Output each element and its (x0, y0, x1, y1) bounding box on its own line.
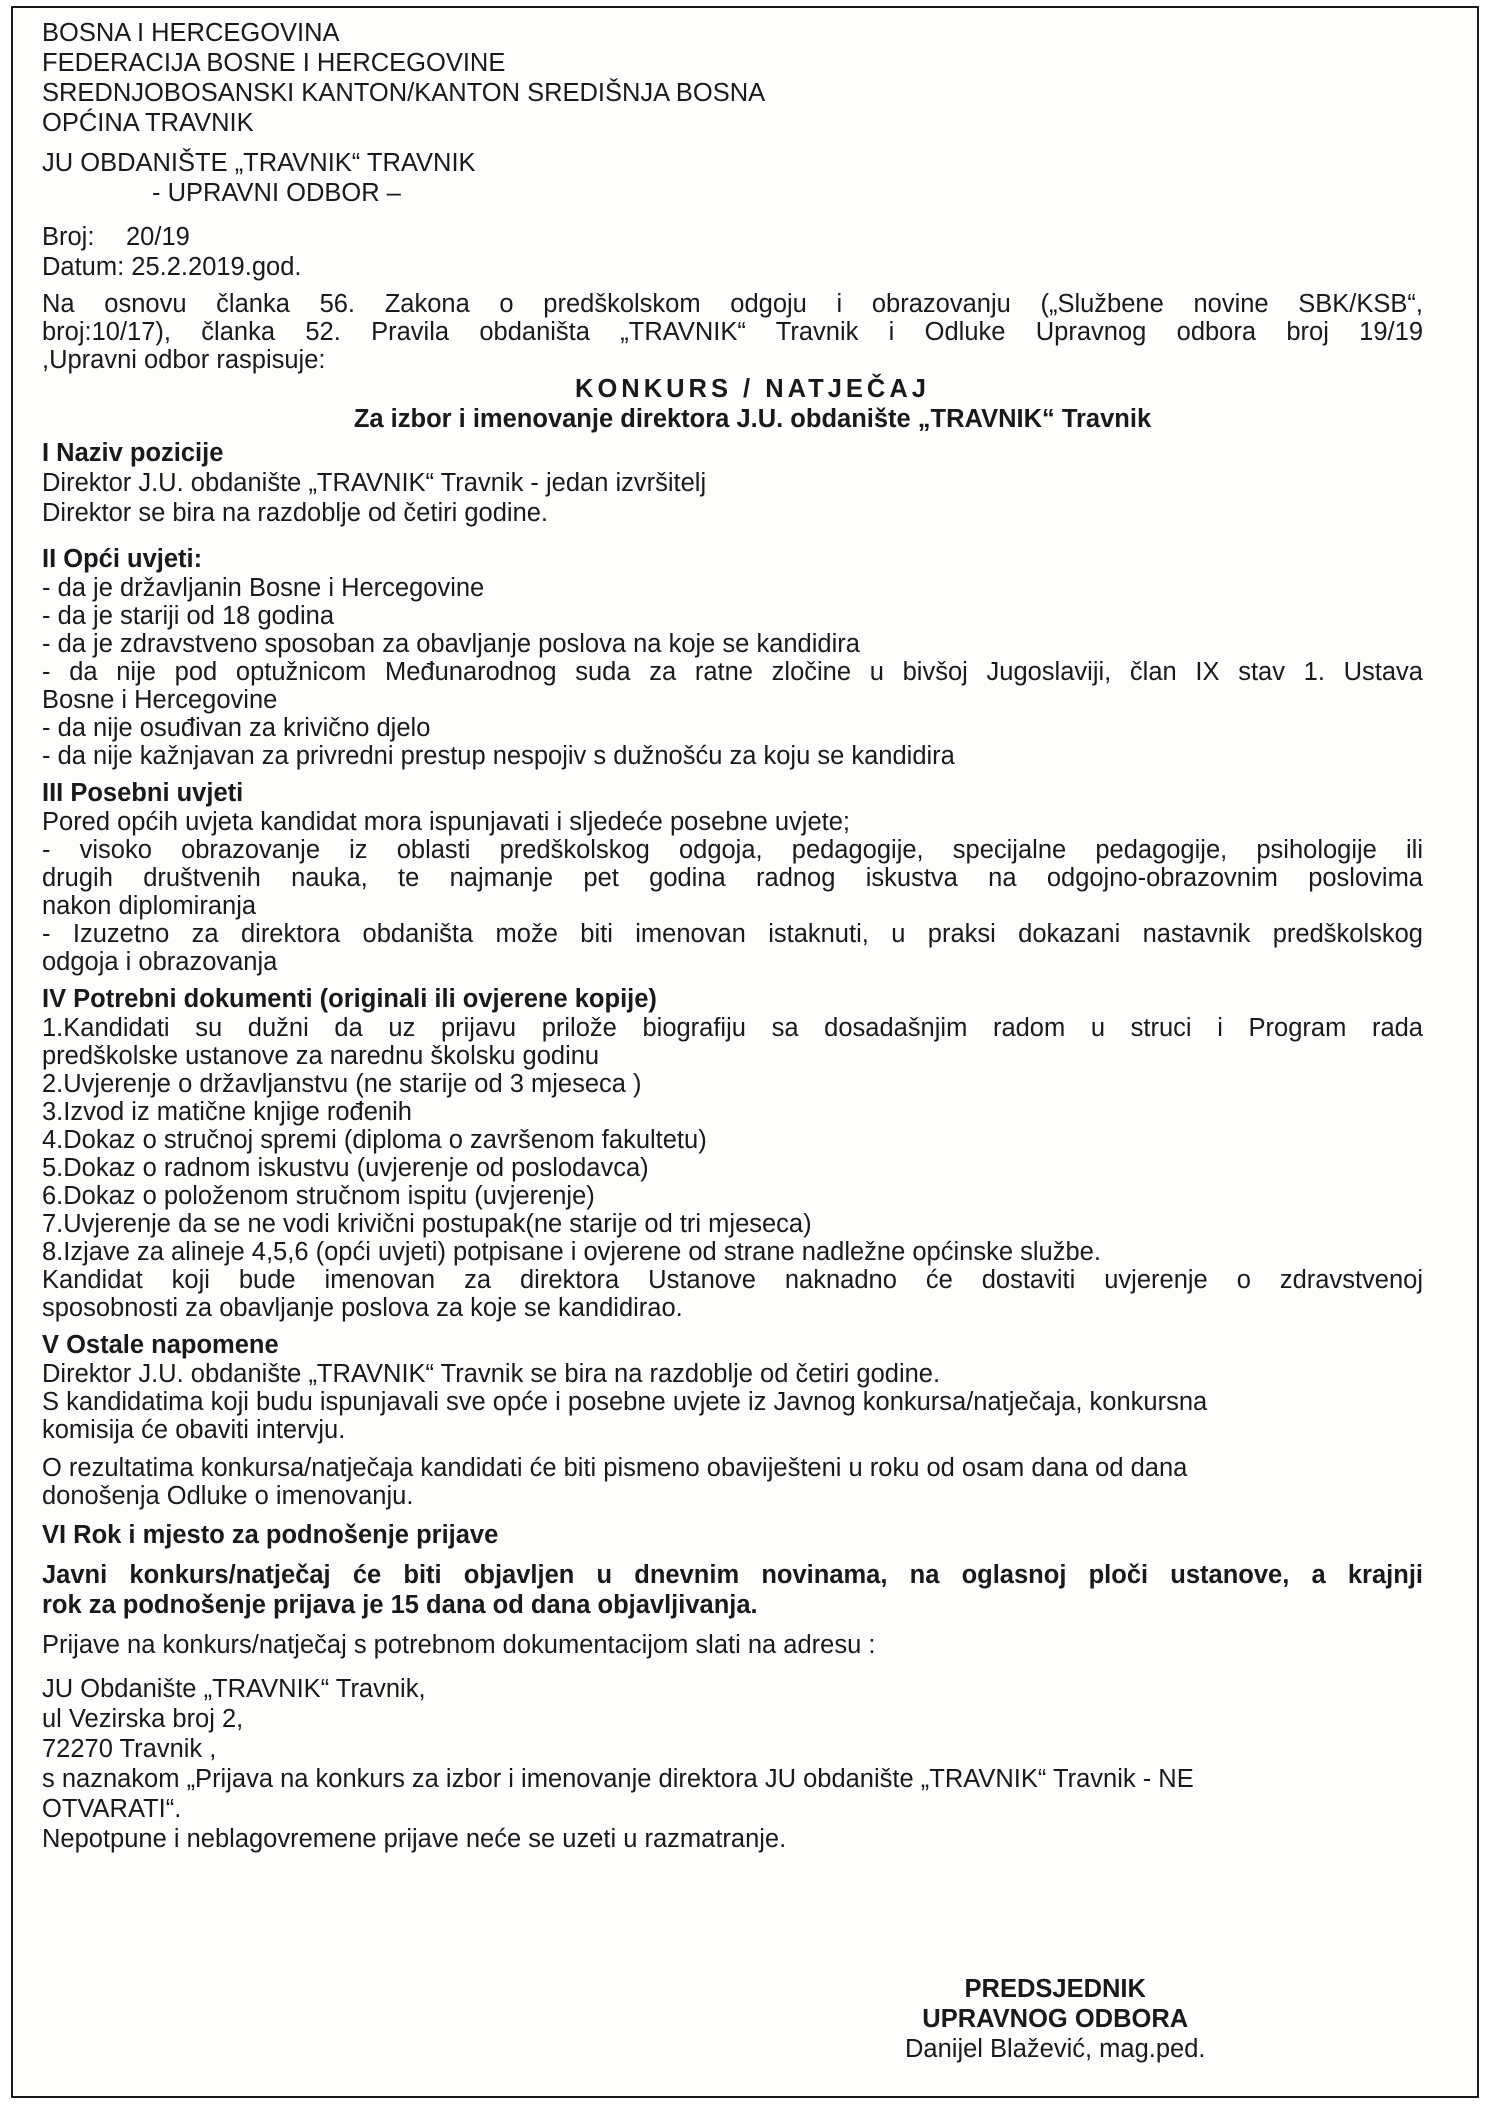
list-item: - da je državljanin Bosne i Hercegovine (42, 574, 485, 602)
section-heading: I Naziv pozicije (42, 439, 224, 467)
list-item: - da nije pod optužnicom Međunarodnog suda za ratne zločine u bivšoj Jugoslaviji, član IX stav 1. Ustava (42, 658, 1423, 686)
address-block (42, 1674, 1423, 1854)
list-item: predškolske ustanove za narednu školsku godinu (42, 1042, 600, 1070)
section-heading: V Ostale napomene (42, 1331, 279, 1359)
meta-block (42, 222, 1423, 282)
list-item: 1.Kandidati su dužni da uz prijavu prilože biografiju sa dosadašnjim radom u struci i Program rada (42, 1014, 1423, 1042)
datum-row (42, 252, 1423, 282)
address-line: 72270 Travnik , (42, 1735, 217, 1763)
header-line: SREDNJOBOSANSKI KANTON/KANTON SREDIŠNJA BOSNA (42, 79, 766, 107)
section-line: nakon diplomiranja (42, 892, 257, 920)
section-line: Direktor J.U. obdanište „TRAVNIK“ Travnik - jedan izvršitelj (42, 469, 707, 497)
section-line: Direktor se bira na razdoblje od četiri godine. (42, 499, 549, 527)
section-line: Direktor J.U. obdanište „TRAVNIK“ Travnik se bira na razdoblje od četiri godine. (42, 1360, 941, 1388)
signature-name: Danijel Blažević, mag.ped. (905, 2035, 1206, 2063)
signature-title: PREDSJEDNIK (964, 1975, 1146, 2003)
section-heading: VI Rok i mjesto za podnošenje prijave (42, 1521, 499, 1549)
broj-label: Broj: (42, 223, 95, 251)
address-line: JU Obdanište „TRAVNIK“ Travnik, (42, 1675, 426, 1703)
section-heading: IV Potrebni dokumenti (originali ili ovjerene kopije) (42, 985, 657, 1013)
list-item: 2.Uvjerenje o državljanstvu (ne starije od 3 mjeseca ) (42, 1070, 642, 1098)
list-item: 6.Dokaz o položenom stručnom ispitu (uvjerenje) (42, 1182, 595, 1210)
konkurs-title: KONKURS / NATJEČAJ (575, 375, 930, 403)
section-line: O rezultatima konkursa/natječaja kandidati će biti pismeno obaviješteni u roku od osam dana od dana (42, 1454, 1188, 1482)
header-line: OPĆINA TRAVNIK (42, 109, 254, 137)
datum-value: 25.2.2019.god. (131, 253, 302, 281)
issuing-body: - UPRAVNI ODBOR – (152, 179, 401, 207)
address-line: OTVARATI“. (42, 1795, 182, 1823)
list-item: sposobnosti za obavljanje poslova za koje se kandidirao. (42, 1294, 683, 1322)
list-item: 3.Izvod iz matične knjige rođenih (42, 1098, 412, 1126)
list-item: - da nije kažnjavan za privredni prestup nespojiv s dužnošću za koju se kandidira (42, 742, 955, 770)
broj-value: 20/19 (126, 223, 190, 251)
section-line: Pored općih uvjeta kandidat mora ispunjavati i sljedeće posebne uvjete; (42, 808, 851, 836)
intro-line: ,Upravni odbor raspisuje: (42, 346, 326, 374)
institution-name: JU OBDANIŠTE „TRAVNIK“ TRAVNIK (42, 149, 476, 177)
list-item: - da je stariji od 18 godina (42, 602, 335, 630)
konkurs-subtitle: Za izbor i imenovanje direktora J.U. obdanište „TRAVNIK“ Travnik (353, 405, 1152, 433)
intro-line: Na osnovu članka 56. Zakona o predškolskom odgoju i obrazovanju („Službene novine SBK/KSB“, (42, 290, 1423, 318)
section-line: - Izuzetno za direktora obdaništa može biti imenovan istaknuti, u praksi dokazani nastavnik predškolskog (42, 920, 1423, 948)
header-line: FEDERACIJA BOSNE I HERCEGOVINE (42, 49, 506, 77)
signature-title: UPRAVNOG ODBORA (922, 2005, 1189, 2033)
list-item: 7.Uvjerenje da se ne vodi krivični postupak(ne starije od tri mjeseca) (42, 1210, 812, 1238)
address-line: s naznakom „Prijava na konkurs za izbor i imenovanje direktora JU obdanište „TRAVNIK“ Travnik - NE (42, 1765, 1194, 1793)
list-item: Bosne i Hercegovine (42, 686, 278, 714)
header-line: BOSNA I HERCEGOVINA (42, 19, 340, 47)
signature-block (905, 1974, 1205, 2064)
section-line: odgoja i obrazovanja (42, 948, 278, 976)
deadline-line: Javni konkurs/natječaj će biti objavljen u dnevnim novinama, na oglasnoj ploči ustanove, a krajnji (42, 1561, 1423, 1589)
header-block (42, 18, 1423, 208)
intro-paragraph (42, 290, 1423, 374)
document-page (11, 6, 1479, 2098)
send-to-line: Prijave na konkurs/natječaj s potrebnom dokumentacijom slati na adresu : (42, 1631, 876, 1659)
section-line: S kandidatima koji budu ispunjavali sve opće i posebne uvjete iz Javnog konkursa/natječaja, konkursna (42, 1388, 1208, 1416)
list-item: 4.Dokaz o stručnoj spremi (diploma o završenom fakultetu) (42, 1126, 707, 1154)
list-item: Kandidat koji bude imenovan za direktora Ustanove naknadno će dostaviti uvjerenje o zdravstvenoj (42, 1266, 1423, 1294)
address-line: Nepotpune i neblagovremene prijave neće se uzeti u razmatranje. (42, 1825, 787, 1853)
address-line: ul Vezirska broj 2, (42, 1705, 244, 1733)
broj-row (42, 222, 1423, 252)
list-item: 5.Dokaz o radnom iskustvu (uvjerenje od poslodavca) (42, 1154, 649, 1182)
section-heading: III Posebni uvjeti (42, 779, 244, 807)
deadline-line: rok za podnošenje prijava je 15 dana od dana objavljivanja. (42, 1591, 758, 1619)
list-item: - da nije osuđivan za krivično djelo (42, 714, 431, 742)
list-item: 8.Izjave za alineje 4,5,6 (opći uvjeti) potpisane i ovjerene od strane nadležne općinske službe. (42, 1238, 1101, 1266)
section-line: - visoko obrazovanje iz oblasti predškolskog odgoja, pedagogije, specijalne pedagogije, psihologije ili (42, 836, 1423, 864)
section-line: drugih društvenih nauka, te najmanje pet godina radnog iskustva na odgojno-obrazovnim poslovima (42, 864, 1423, 892)
section-line: komisija će obaviti intervju. (42, 1416, 346, 1444)
section-line: donošenja Odluke o imenovanju. (42, 1482, 414, 1510)
datum-label: Datum: (42, 253, 125, 281)
list-item: - da je zdravstveno sposoban za obavljanje poslova na koje se kandidira (42, 630, 860, 658)
section-heading: II Opći uvjeti: (42, 545, 203, 573)
intro-line: broj:10/17), članka 52. Pravila obdaništa „TRAVNIK“ Travnik i Odluke Upravnog odbora broj 19/19 (42, 318, 1423, 346)
